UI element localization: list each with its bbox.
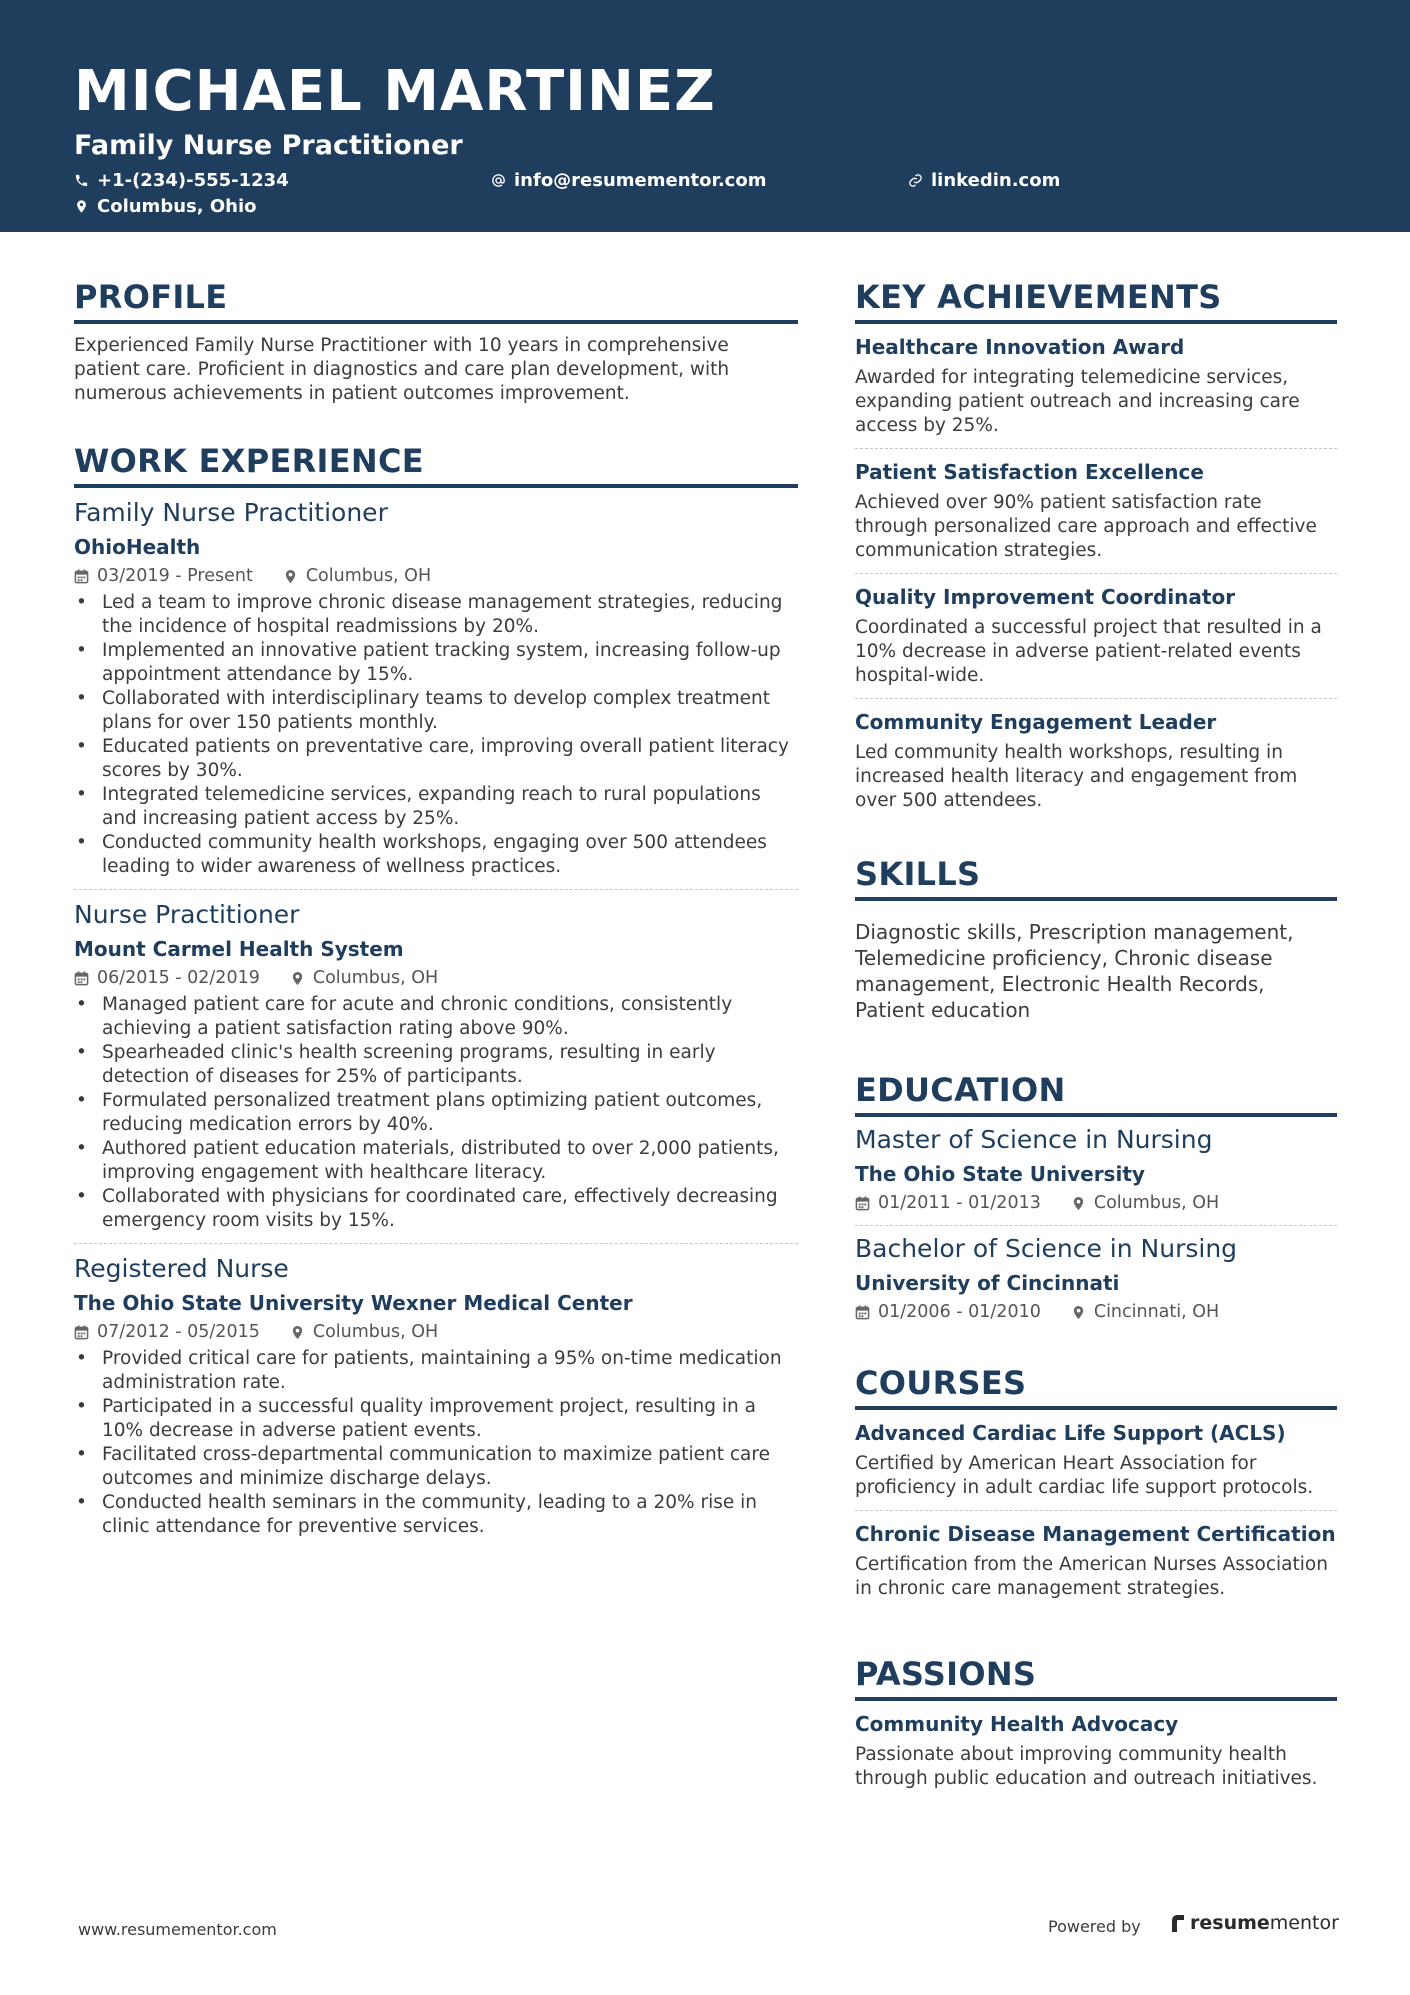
skills-text: Diagnostic skills, Prescription management, Telemedicine proficiency, Chronic disease management, Electronic Health Records, Patient education xyxy=(855,920,1294,1022)
job-dates-text: 06/2015 - 02/2019 xyxy=(97,968,260,988)
job-location xyxy=(283,564,431,588)
job-dates xyxy=(74,564,253,588)
email-text: info@resumementor.com xyxy=(514,170,767,191)
job-dates xyxy=(74,966,260,990)
resumementor-logo[interactable] xyxy=(1170,1912,1339,1934)
passion-desc: Passionate about improving community health through public education and outreach initiatives. xyxy=(855,1744,1318,1789)
education-item xyxy=(855,1226,1337,1334)
skills-section xyxy=(855,855,1337,1023)
job-bullet: • Educated patients on preventative care, improving overall patient literacy scores by 30%. xyxy=(74,735,798,783)
resume-header xyxy=(0,0,1410,232)
job-bullets xyxy=(74,1347,798,1539)
job-title: Family Nurse Practitioner xyxy=(74,498,388,527)
achievement-item xyxy=(855,449,1337,574)
map-pin-icon xyxy=(290,1325,305,1340)
job-bullet: • Managed patient care for acute and chronic conditions, consistently achieving a patient satisfaction rating above 90%. xyxy=(74,993,798,1041)
resumementor-logo-icon xyxy=(1170,1913,1186,1933)
achievement-title: Healthcare Innovation Award xyxy=(855,335,1185,359)
job-bullet: • Facilitated cross-departmental communication to maximize patient care outcomes and minimize discharge delays. xyxy=(74,1443,798,1491)
education-meta xyxy=(855,1191,1337,1215)
job-bullet: • Integrated telemedicine services, expanding reach to rural populations and increasing patient access by 25%. xyxy=(74,783,798,831)
education-meta xyxy=(855,1300,1337,1324)
job-location xyxy=(290,1320,438,1344)
passion-title: Community Health Advocacy xyxy=(855,1712,1179,1736)
achievement-desc: Achieved over 90% patient satisfaction rate through personalized care approach and effective communication strategies. xyxy=(855,492,1317,561)
course-item xyxy=(855,1511,1337,1611)
job-location-text: Columbus, OH xyxy=(305,566,432,586)
job-entry xyxy=(74,890,798,1244)
education-dates xyxy=(855,1191,1041,1215)
degree-title: Bachelor of Science in Nursing xyxy=(855,1234,1238,1263)
job-dates-text: 03/2019 - Present xyxy=(97,566,253,586)
profile-heading: PROFILE xyxy=(74,278,798,324)
calendar-icon xyxy=(855,1196,870,1211)
job-bullet: • Led a team to improve chronic disease management strategies, reducing the incidence of hospital readmissions by 20%. xyxy=(74,591,798,639)
phone-icon xyxy=(74,173,89,188)
contact-phone[interactable] xyxy=(74,170,289,191)
course-title: Advanced Cardiac Life Support (ACLS) xyxy=(855,1421,1286,1445)
course-desc: Certification from the American Nurses Association in chronic care management strategies. xyxy=(855,1554,1328,1599)
job-organization: The Ohio State University Wexner Medical Center xyxy=(74,1291,633,1315)
contact-email[interactable] xyxy=(491,170,766,191)
contact-linkedin[interactable] xyxy=(908,170,1060,191)
footer-url[interactable]: www.resumementor.com xyxy=(78,1920,277,1939)
course-desc: Certified by American Heart Association for proficiency in adult cardiac life support protocols. xyxy=(855,1453,1314,1498)
candidate-name: MICHAEL MARTINEZ xyxy=(74,59,716,124)
education-heading: EDUCATION xyxy=(855,1071,1337,1117)
left-column xyxy=(74,278,798,1549)
job-bullet: • Participated in a successful quality improvement project, resulting in a 10% decrease in adverse patient events. xyxy=(74,1395,798,1443)
location-text: Columbus, Ohio xyxy=(97,196,257,217)
education-section xyxy=(855,1071,1337,1334)
achievements-section xyxy=(855,278,1337,823)
brand-light-text: mentor xyxy=(1269,1912,1339,1934)
link-icon xyxy=(908,173,923,188)
achievement-item xyxy=(855,324,1337,449)
job-bullet: • Formulated personalized treatment plans optimizing patient outcomes, reducing medication errors by 40%. xyxy=(74,1089,798,1137)
phone-text: +1-(234)-555-1234 xyxy=(97,170,289,191)
job-bullet: • Collaborated with interdisciplinary teams to develop complex treatment plans for over 150 patients monthly. xyxy=(74,687,798,735)
job-meta xyxy=(74,1320,798,1344)
achievement-title: Patient Satisfaction Excellence xyxy=(855,460,1204,484)
job-bullet: • Provided critical care for patients, maintaining a 95% on-time medication administration rate. xyxy=(74,1347,798,1395)
job-location-text: Columbus, OH xyxy=(312,968,439,988)
powered-by-label: Powered by xyxy=(1048,1917,1141,1936)
achievement-item xyxy=(855,574,1337,699)
achievements-heading: KEY ACHIEVEMENTS xyxy=(855,278,1337,324)
calendar-icon xyxy=(855,1305,870,1320)
achievement-title: Community Engagement Leader xyxy=(855,710,1217,734)
job-title: Nurse Practitioner xyxy=(74,900,300,929)
job-bullet: • Spearheaded clinic's health screening programs, resulting in early detection of diseases for 25% of participants. xyxy=(74,1041,798,1089)
calendar-icon xyxy=(74,971,89,986)
right-column xyxy=(855,278,1337,1801)
at-icon xyxy=(491,173,506,188)
job-dates-text: 07/2012 - 05/2015 xyxy=(97,1322,260,1342)
experience-section xyxy=(74,442,798,1549)
map-pin-icon xyxy=(283,569,298,584)
degree-title: Master of Science in Nursing xyxy=(855,1125,1213,1154)
profile-section xyxy=(74,278,798,406)
education-location xyxy=(1071,1191,1219,1215)
education-dates-text: 01/2011 - 01/2013 xyxy=(878,1193,1041,1213)
job-title: Registered Nurse xyxy=(74,1254,289,1283)
education-location-text: Cincinnati, OH xyxy=(1093,1302,1220,1322)
experience-heading: WORK EXPERIENCE xyxy=(74,442,798,488)
school-name: The Ohio State University xyxy=(855,1162,1145,1186)
achievement-desc: Led community health workshops, resulting in increased health literacy and engagement from over 500 attendees. xyxy=(855,742,1298,811)
job-entry xyxy=(74,488,798,890)
job-location xyxy=(290,966,438,990)
job-bullet: • Conducted health seminars in the community, leading to a 20% rise in clinic attendance for preventive services. xyxy=(74,1491,798,1539)
job-bullets xyxy=(74,591,798,879)
job-meta xyxy=(74,564,798,588)
school-name: University of Cincinnati xyxy=(855,1271,1120,1295)
courses-section xyxy=(855,1364,1337,1611)
job-meta xyxy=(74,966,798,990)
achievement-title: Quality Improvement Coordinator xyxy=(855,585,1236,609)
job-bullets xyxy=(74,993,798,1233)
job-bullet: • Conducted community health workshops, engaging over 500 attendees leading to wider awareness of wellness practices. xyxy=(74,831,798,879)
passion-item xyxy=(855,1701,1337,1801)
linkedin-text: linkedin.com xyxy=(931,170,1061,191)
brand-bold-text: resume xyxy=(1190,1912,1270,1934)
education-location-text: Columbus, OH xyxy=(1093,1193,1220,1213)
course-item xyxy=(855,1410,1337,1511)
job-organization: Mount Carmel Health System xyxy=(74,937,404,961)
skills-heading: SKILLS xyxy=(855,855,1337,901)
education-location xyxy=(1071,1300,1219,1324)
job-bullet: • Collaborated with physicians for coordinated care, effectively decreasing emergency room visits by 15%. xyxy=(74,1185,798,1233)
calendar-icon xyxy=(74,1325,89,1340)
achievement-desc: Coordinated a successful project that resulted in a 10% decrease in adverse patient-related events hospital-wide. xyxy=(855,617,1322,686)
course-title: Chronic Disease Management Certification xyxy=(855,1522,1336,1546)
job-bullet: • Implemented an innovative patient tracking system, increasing follow-up appointment attendance by 15%. xyxy=(74,639,798,687)
education-item xyxy=(855,1117,1337,1226)
job-entry xyxy=(74,1244,798,1549)
candidate-title: Family Nurse Practitioner xyxy=(74,130,463,161)
map-pin-icon xyxy=(74,199,89,214)
map-pin-icon xyxy=(1071,1305,1086,1320)
achievement-desc: Awarded for integrating telemedicine services, expanding patient outreach and increasing care access by 25%. xyxy=(855,367,1300,436)
job-organization: OhioHealth xyxy=(74,535,201,559)
education-dates-text: 01/2006 - 01/2010 xyxy=(878,1302,1041,1322)
job-bullet: • Authored patient education materials, distributed to over 2,000 patients, improving engagement with healthcare literacy. xyxy=(74,1137,798,1185)
achievement-item xyxy=(855,699,1337,823)
profile-text: Experienced Family Nurse Practitioner with 10 years in comprehensive patient care. Proficient in diagnostics and care plan development, with numerous achievements in patient outcomes improvement. xyxy=(74,335,730,404)
courses-heading: COURSES xyxy=(855,1364,1337,1410)
passions-section xyxy=(855,1655,1337,1801)
education-dates xyxy=(855,1300,1041,1324)
calendar-icon xyxy=(74,569,89,584)
job-dates xyxy=(74,1320,260,1344)
passions-heading: PASSIONS xyxy=(855,1655,1337,1701)
contact-info xyxy=(74,170,1336,230)
job-location-text: Columbus, OH xyxy=(312,1322,439,1342)
map-pin-icon xyxy=(1071,1196,1086,1211)
map-pin-icon xyxy=(290,971,305,986)
contact-location xyxy=(74,196,257,217)
